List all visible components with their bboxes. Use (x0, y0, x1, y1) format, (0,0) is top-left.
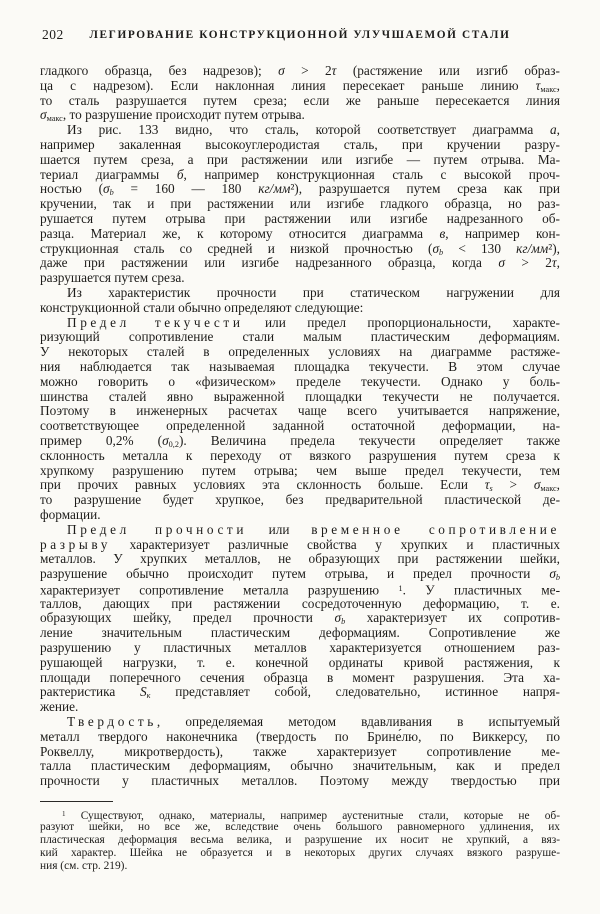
body-text-line: $\sigma_{макс}$, то разрушение происходит путем отрыва. (40, 107, 305, 124)
body-text-line: таллов, дающих при растяжении сосредоточенную деформацию, т. е. (40, 595, 560, 611)
body-text-line: склонность металла к переходу от вязкого разрушения путем среза к (40, 447, 560, 463)
body-text-line: талла пластическим деформациям, обычно значительным, как и предел (40, 758, 560, 774)
footnote-line: кий характер. Шейка не образуется и в некоторых других случаях вязкого разруше- (40, 847, 560, 860)
footnote-line: разуют шейки, но все же, вследствие очень большого равномерного удлинения, их (40, 821, 560, 834)
body-text-line: образующих шейку, предел прочности $\sigma_b$ характеризует их сопротив- (40, 610, 560, 627)
body-text-line: рушающей нагрузки, т. е. конечной ординаты кривой растяжения, к (40, 654, 560, 670)
body-text-line: Поэтому в инженерных расчетах чаще всего учитывается напряжение, (40, 403, 560, 419)
body-text-line: разрушается путем среза. (40, 270, 185, 286)
body-text-line: то разрушение будет хрупкое, без предварительной пластической де- (40, 492, 560, 508)
body-text-line: рактеристика $S_к$ представляет собой, следовательно, истинное напря- (40, 684, 560, 701)
body-text-line: площади поперечного сечения образца в момент разрушения. Эта ха- (40, 669, 560, 685)
body-text-line: можно говорить о «физическом» пределе текучести. Однако у боль- (40, 373, 560, 389)
body-text-line: например закаленная высокоуглеродистая сталь, при кручении разру- (40, 136, 560, 152)
body-text-line: прочности у пластичных металлов. Поэтому между твердостью при (40, 773, 560, 789)
body-text-line: Из характеристик прочности при статическом нагружении для (67, 284, 560, 300)
running-title: ЛЕГИРОВАНИЕ КОНСТРУКЦИОННОЙ УЛУЧШАЕМОЙ СТАЛИ (89, 29, 511, 41)
body-text-line: конструкционной стали обычно определяют следующие: (40, 299, 364, 315)
body-text-line: Предел текучести или предел пропорциональности, характе- (67, 314, 560, 330)
body-text-line: хрупкому разрушению путем отрыва; чем выше предел текучести, тем (40, 462, 560, 478)
body-text-line: даже при растяжении или изгибе надрезанного образца, когда σ > 2τ, (40, 255, 560, 271)
body-text-line: характеризует сопротивление металла разрушению $^1$. У пластичных ме- (40, 582, 561, 598)
body-text-line: Предел прочности или временное сопротивление (67, 521, 560, 537)
body-text-line: ризующий сопротивление стали малым пластическим деформациям. (40, 329, 560, 345)
body-text-line: ца с надрезом). Если наклонная линия пересекает раньше линию $\tau_{макс}$, (40, 77, 560, 94)
body-text-line: кручении, так и при растяжении или изгибе гладкого образца, но раз- (40, 196, 560, 212)
footnote-separator (40, 801, 113, 802)
body-text-line: гладкого образца, без надрезов); σ > 2τ (растяжение или изгиб образ- (40, 63, 560, 78)
body-text-line: соответствующее определенной заданной остаточной деформации, на- (40, 418, 560, 434)
body-text-line: Из рис. 133 видно, что сталь, которой соответствует диаграмма а, (67, 122, 560, 138)
body-text-line: формации. (40, 506, 101, 522)
body-text-line: шинства сталей явно выраженной площадки текучести не получается. (40, 388, 560, 404)
body-text-line: ния наблюдается так называемая площадка текучести. В этом случае (40, 358, 560, 374)
body-text-line: разрушению у пластичных металлов характеризуется отношением раз- (40, 640, 560, 656)
body-text-line: ление значительным пластическим деформациям. Сопротивление же (40, 625, 560, 641)
footnote-line: пластическая деформация весьма велика, и разрушение их носит не хрупкий, а вяз- (40, 834, 560, 847)
body-text-line: при прочих равных условиях эта склонность больше. Если $\tau_s > \sigma_{макс}$, (40, 477, 560, 494)
footnote-block (40, 808, 560, 873)
page-header (40, 27, 560, 43)
body-text-line: Твердость, определяемая методом вдавливания в испытуемый (67, 714, 560, 730)
body-text-line: разца. Материал же, к которому относится диаграмма в, например кон- (40, 225, 560, 241)
body-text-line: разрыву характеризует различные свойства у хрупких и пластичных (40, 536, 560, 552)
body-text-line: металлов. У хрупких металлов, не образующих при растяжении шейки, (40, 551, 560, 567)
body-text-line: пример 0,2% $(\sigma_{0,2})$. Величина предела текучести определяет также (40, 432, 560, 449)
body-text-line: ностью ($\sigma_b = 160$ — 180 кг/мм²), разрушается путем среза как при (40, 181, 561, 198)
footnote-line: $^1$ Существуют, однако, материалы, например аустенитные стали, которые не об- (62, 810, 560, 823)
body-text-line: Роквеллу, микротвердость), также характеризует сопротивление ме- (40, 743, 560, 759)
body-text-line: разрушение обычно происходит путем отрыва, и предел прочности $\sigma_b$ (40, 566, 560, 582)
body-text-line: У некоторых сталей в определенных условиях на диаграмме растяже- (40, 344, 560, 360)
body-text-line: металл твердого наконечника (твердость по Брине́лю, по Виккерсу, по (40, 728, 560, 744)
page-number: 202 (42, 27, 64, 42)
body-text-line: то сталь разрушается путем среза; если же раньше пересекается линия (40, 92, 560, 108)
body-text-line: териал диаграммы б, например конструкционная сталь с высокой проч- (40, 166, 560, 182)
body-text-line: струкционная сталь со средней и низкой прочностью ($\sigma_b < 130$ кг/мм²), (40, 240, 560, 257)
body-text-line: рушается путем отрыва при растяжении или изгибе надрезанного об- (40, 210, 560, 226)
body-text-block (40, 64, 560, 789)
footnote-line: ния (см. стр. 219). (40, 860, 128, 873)
body-text-line: жение. (40, 699, 79, 715)
body-text-line: шается путем среза, а при растяжении или изгибе — путем отрыва. Ма- (40, 151, 560, 167)
